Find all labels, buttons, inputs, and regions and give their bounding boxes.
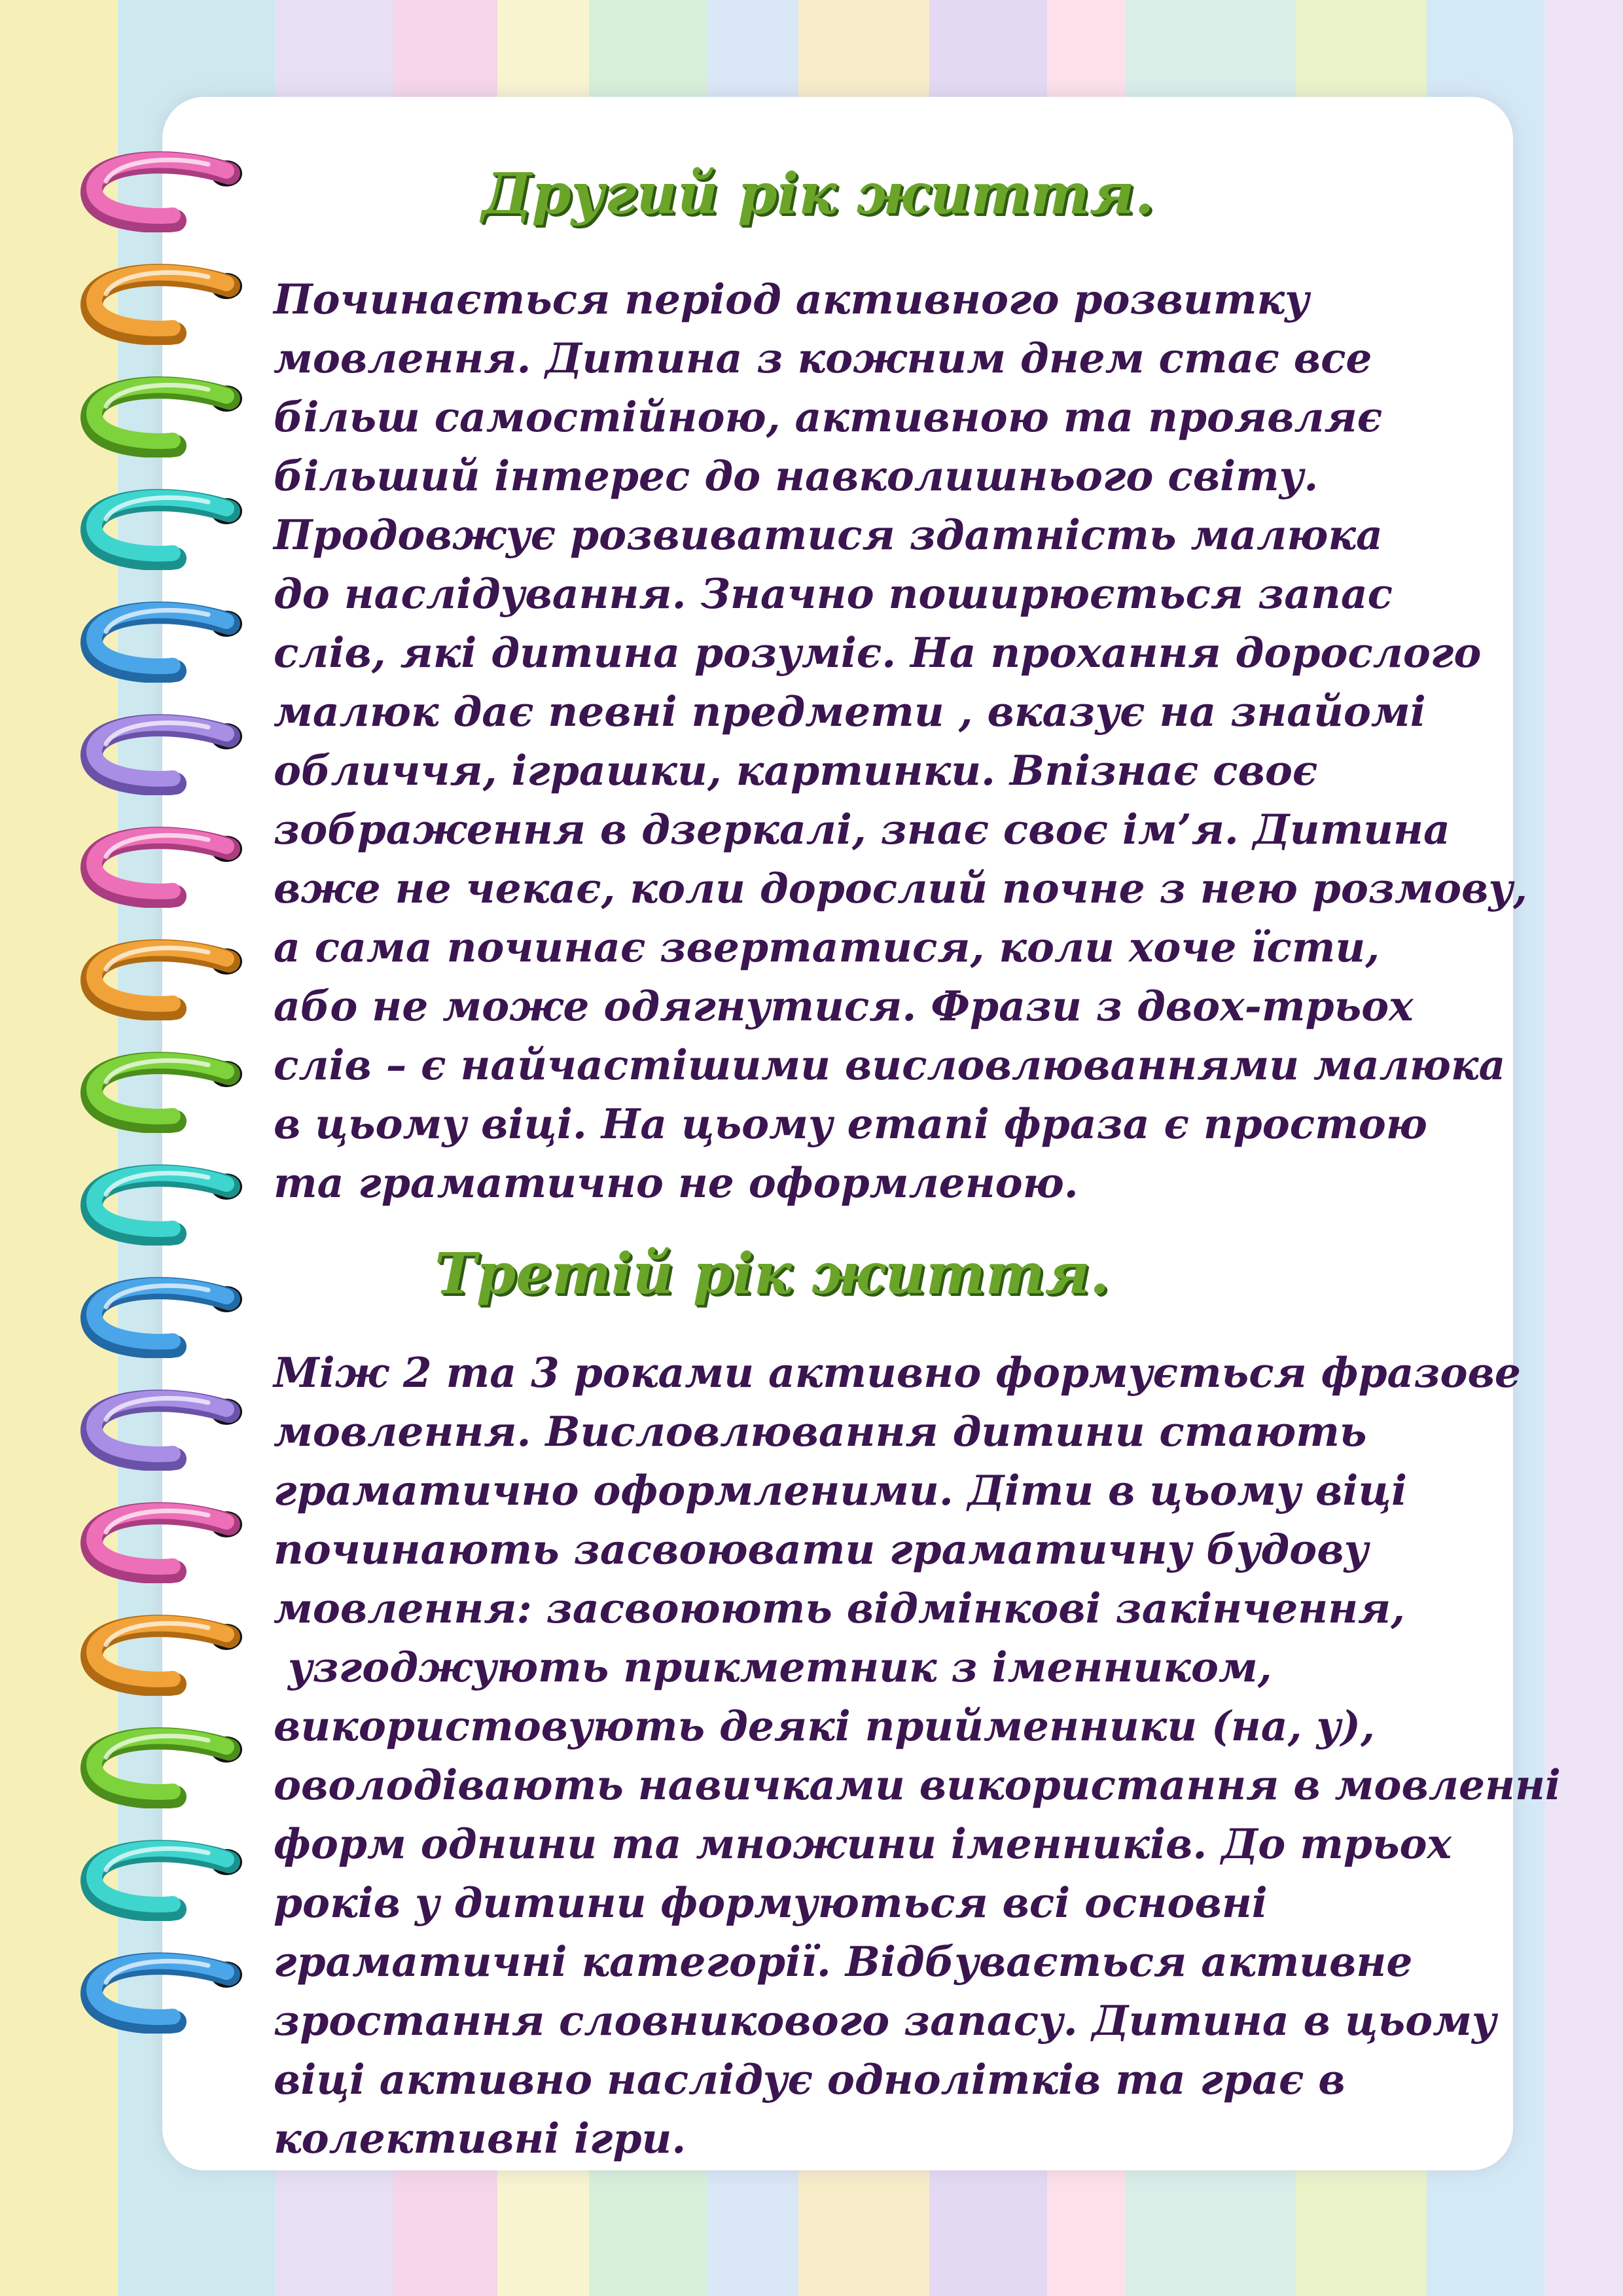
section-title-third-year: Третій рік життя. [435,1241,1110,1307]
spiral-ring-icon [77,1948,254,2034]
section-text-third-year: Між 2 та 3 роками активно формується фразове мовлення. Висловлювання дитини стають граматично оформленими. Діти в цьому віці починають засвоювати граматичну будову мовлення: засвоюють відмінкові закінчення, узгоджують прикметник з іменником, використовують деякі прийменники (на, у), оволодівають навичками використання в мовленні форм однини та множини іменників. До трьох років у дитини формуються всі основні граматичні категорії. Відбувається активне зростання словникового запасу. Дитина в цьому віці активно наслідує однолітків та грає в колективні ігри. [274,1348,1561,2162]
spiral-ring-icon [77,1498,254,1583]
spiral-ring-icon [77,1611,254,1696]
spiral-ring-icon [77,1048,254,1133]
spiral-ring-icon [77,1836,254,1921]
spiral-ring-icon [77,1160,254,1246]
spiral-binding [77,147,260,2144]
spiral-ring-icon [77,1273,254,1358]
spiral-ring-icon [77,1723,254,1808]
spiral-ring-icon [77,372,254,457]
section-title-second-year: Другий рік життя. [482,161,1154,227]
spiral-ring-icon [77,710,254,795]
spiral-ring-icon [77,485,254,570]
spiral-ring-icon [77,823,254,908]
spiral-ring-icon [77,260,254,345]
spiral-ring-icon [77,598,254,683]
spiral-ring-icon [77,1386,254,1471]
spiral-ring-icon [77,147,254,232]
spiral-ring-icon [77,935,254,1020]
section-text-second-year: Починається період активного розвитку мовлення. Дитина з кожним днем стає все більш самостійною, активною та проявляє більший інтерес до навколишнього світу. Продовжує розвиватися здатність малюка до наслідування. Значно поширюється запас слів, які дитина розуміє. На прохання дорослого малюк дає певні предмети , вказує на знайомі обличчя, іграшки, картинки. Впізнає своє зображення в дзеркалі, знає своє ім’я. Дитина вже не чекає, коли дорослий почне з нею розмову, а сама починає звертатися, коли хоче їсти, або не може одягнутися. Фрази з двох-трьох слів – є найчастішими висловлюваннями малюка в цьому віці. На цьому етапі фраза є простою та граматично не оформленою. [274,275,1527,1207]
